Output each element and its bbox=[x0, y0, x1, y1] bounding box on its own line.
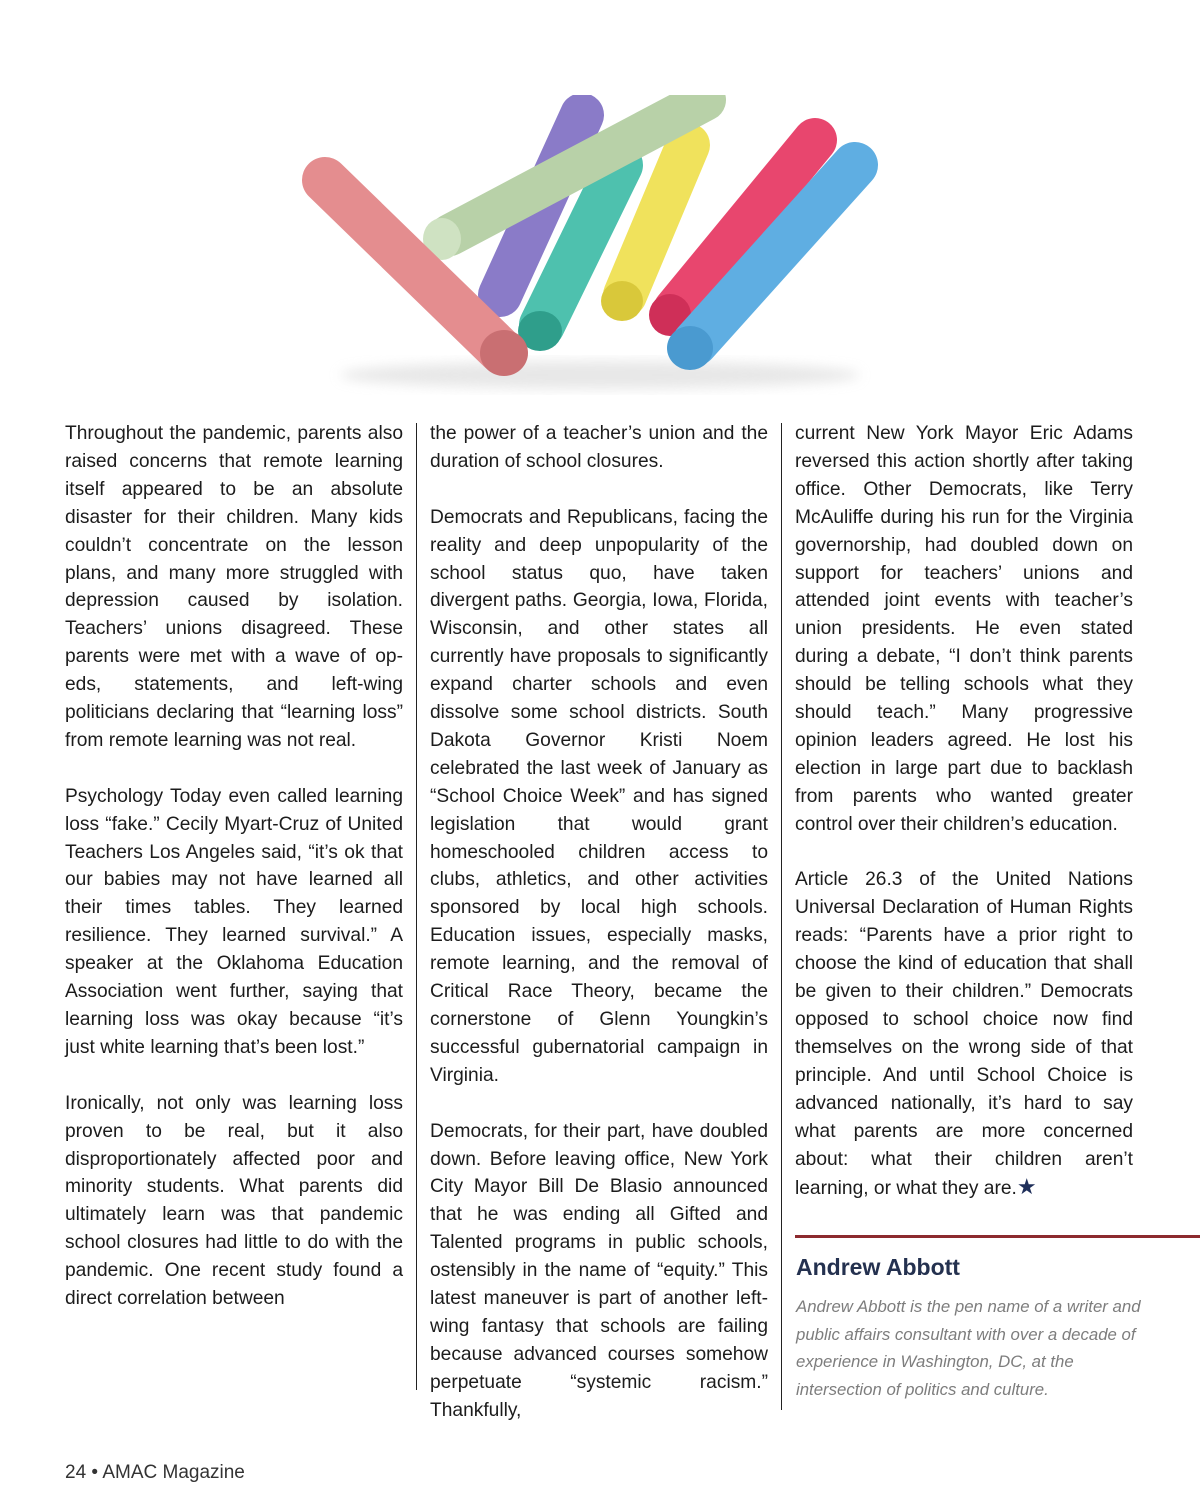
article-column-3 bbox=[795, 420, 1133, 1231]
star-icon: ★ bbox=[1016, 1174, 1037, 1200]
final-paragraph-text: Article 26.3 of the United Nations Universal Declaration of Human Rights reads: “Parents have a prior right to choose the kind of education that shall be given to their children.” Democrats opposed to school choice now find themselves on the wrong side of that principle. And until School Choice is advanced nationally, it’s hard to say what parents are more concerned about: what their children aren’t learning, or what they are. bbox=[795, 869, 1133, 1200]
final-paragraph bbox=[795, 866, 1133, 1203]
article-column-1 bbox=[65, 420, 403, 1341]
article-column-2 bbox=[430, 420, 768, 1452]
paragraph: Throughout the pandemic, parents also raised concerns that remote learning itself appeared to be an absolute disaster for their children. Many kids couldn’t concentrate on the lesson plans, and many more struggled with depression caused by isolation. Teachers’ unions disagreed. These parents were met with a wave of op-eds, statements, and left-wing politicians declaring that “learning loss” from remote learning was not real. bbox=[65, 423, 403, 751]
column-divider bbox=[416, 423, 417, 1390]
paragraph: current New York Mayor Eric Adams reversed this action shortly after taking office. Other Democrats, like Terry McAuliffe during his run for the Virginia governorship, had doubled down on support for teachers’ unions and attended joint events with teacher’s union presidents. He even stated during a debate, “I don’t think parents should be telling schools what they should teach.” Many progressive opinion leaders agreed. He lost his election in large part due to backlash from parents who wanted greater control over their children’s education. bbox=[795, 423, 1133, 835]
page-footer bbox=[65, 1462, 245, 1484]
paragraph: Ironically, not only was learning loss proven to be real, but it also disproportionately affected poor and minority students. What parents did ultimately learn was that pandemic school closures had little to do with the pandemic. One recent study found a direct correlation between bbox=[65, 1092, 403, 1310]
paragraph: Democrats, for their part, have doubled down. Before leaving office, New York City Mayor Bill De Blasio announced that he was ending all Gifted and Talented programs in public schools, ostensibly in the name of “equity.” This latest maneuver is part of another left-wing fantasy that schools are failing because advanced courses somehow perpetuate “systemic racism.” Thankfully, bbox=[430, 1120, 768, 1421]
column-divider bbox=[781, 423, 782, 1410]
page-number: 24 bbox=[65, 1462, 87, 1483]
chalk-sticks-image bbox=[300, 95, 900, 395]
publication-name: AMAC Magazine bbox=[102, 1462, 245, 1483]
author-name: Andrew Abbott bbox=[796, 1254, 960, 1280]
paragraph: Democrats and Republicans, facing the reality and deep unpopularity of the school status quo, have taken divergent paths. Georgia, Iowa, Florida, Wisconsin, and other states all currently have proposals to significantly expand charter schools and even dissolve some school districts. South Dakota Governor Kristi Noem celebrated the last week of January as “School Choice Week” and has signed legislation that would grant homeschooled children access to clubs, athletics, and other activities sponsored by local high schools. Education issues, especially masks, remote learning, and the removal of Critical Race Theory, became the cornerstone of Glenn Youngkin’s successful gubernatorial campaign in Virginia. bbox=[430, 506, 768, 1086]
author-divider bbox=[795, 1235, 1200, 1238]
paragraph: the power of a teacher’s union and the duration of school closures. bbox=[430, 423, 768, 472]
author-bio: Andrew Abbott is the pen name of a writer and public affairs consultant with over a decade of experience in Washington, DC, at the intersection of politics and culture. bbox=[796, 1297, 1141, 1399]
paragraph: Psychology Today even called learning loss “fake.” Cecily Myart-Cruz of United Teachers Los Angeles said, “it’s ok that our babies may not have learned all their times tables. They learned resilience. They learned survival.” A speaker at the Oklahoma Education Association went further, saying that learning loss was okay because “it’s just white learning that’s been lost.” bbox=[65, 785, 403, 1058]
footer-separator: • bbox=[91, 1462, 99, 1483]
